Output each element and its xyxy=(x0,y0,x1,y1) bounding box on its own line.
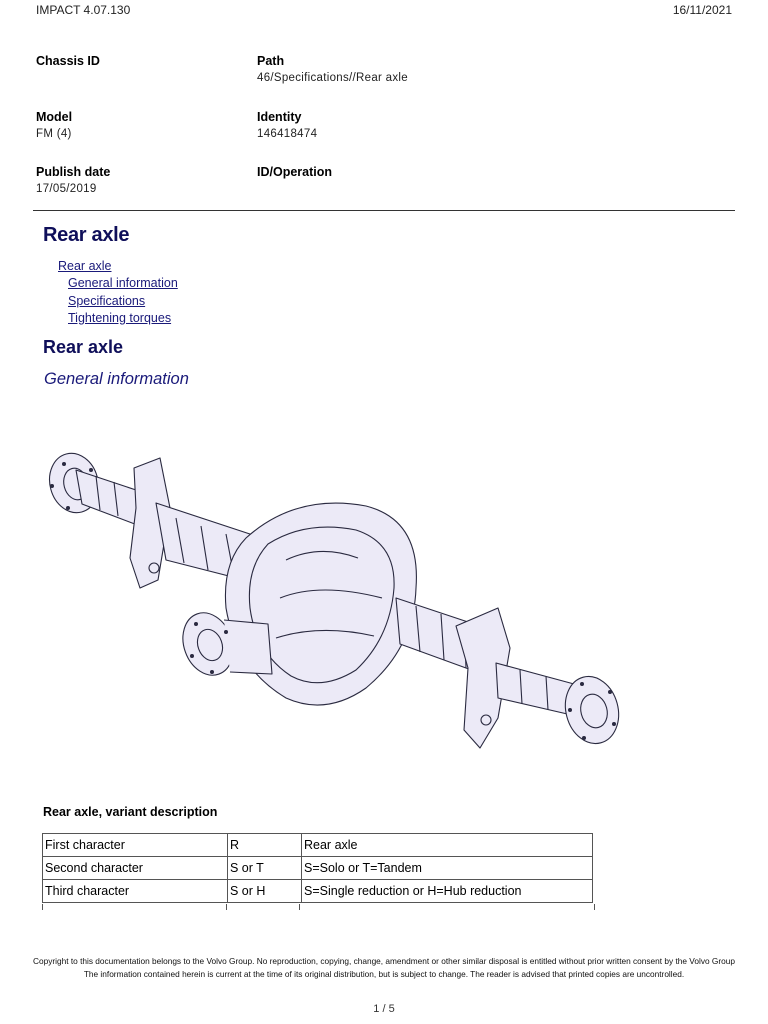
path-block xyxy=(257,54,408,84)
header-divider xyxy=(33,210,735,211)
publish-date-label: Publish date xyxy=(36,165,111,179)
section-heading: Rear axle xyxy=(43,337,124,357)
chassis-id-block xyxy=(36,54,100,72)
app-version: IMPACT 4.07.130 xyxy=(36,3,131,17)
identity-value: 146418474 xyxy=(257,128,318,140)
id-operation-label: ID/Operation xyxy=(257,165,333,179)
table-col-divider xyxy=(299,904,300,910)
table-continuation xyxy=(42,904,595,910)
publish-date-value: 17/05/2019 xyxy=(36,183,97,195)
toc-link-general-information[interactable]: General information xyxy=(68,276,178,291)
path-value: 46/Specifications//Rear axle xyxy=(257,72,408,84)
cell-code: S or T xyxy=(228,857,302,880)
publish-date-block xyxy=(36,165,110,195)
footer xyxy=(30,955,738,980)
distribution-notice: The information contained herein is current at the time of its original distribution, but is subject to change. The reader is advised that printed copies are uncontrolled. xyxy=(83,968,685,979)
table-row xyxy=(43,880,593,903)
model-value: FM (4) xyxy=(36,128,72,140)
top-bar xyxy=(36,3,732,17)
page-title: Rear axle xyxy=(43,224,130,246)
cell-description: S=Single reduction or H=Hub reduction xyxy=(302,880,593,903)
id-operation-block xyxy=(257,165,332,183)
model-block xyxy=(36,110,72,140)
variant-table xyxy=(42,833,593,903)
print-date: 16/11/2021 xyxy=(672,3,732,17)
cell-position: First character xyxy=(43,834,228,857)
table-caption: Rear axle, variant description xyxy=(43,805,218,819)
table-row xyxy=(43,834,593,857)
rear-axle-illustration xyxy=(36,448,626,758)
table-row xyxy=(43,857,593,880)
toc-link-specifications[interactable]: Specifications xyxy=(68,293,146,308)
cell-position: Third character xyxy=(43,880,228,903)
table-of-contents xyxy=(58,258,178,327)
table-col-divider xyxy=(226,904,227,910)
toc-link-rear-axle[interactable]: Rear axle xyxy=(58,259,112,273)
cell-description: Rear axle xyxy=(302,834,593,857)
path-label: Path xyxy=(257,54,285,68)
model-label: Model xyxy=(36,110,73,124)
cell-code: R xyxy=(228,834,302,857)
toc-link-tightening-torques[interactable]: Tightening torques xyxy=(68,310,172,325)
chassis-id-label: Chassis ID xyxy=(36,54,100,68)
identity-block xyxy=(257,110,317,140)
page-number: 1 / 5 xyxy=(373,1003,395,1015)
subsection-heading: General information xyxy=(44,370,189,388)
cell-code: S or H xyxy=(228,880,302,903)
copyright-notice: Copyright to this documentation belongs to the Volvo Group. No reproduction, copying, change, amendment or other similar disposal is entitled without prior written consent by the Volvo Group xyxy=(33,956,735,966)
identity-label: Identity xyxy=(257,110,302,124)
cell-position: Second character xyxy=(43,857,228,880)
cell-description: S=Solo or T=Tandem xyxy=(302,857,593,880)
